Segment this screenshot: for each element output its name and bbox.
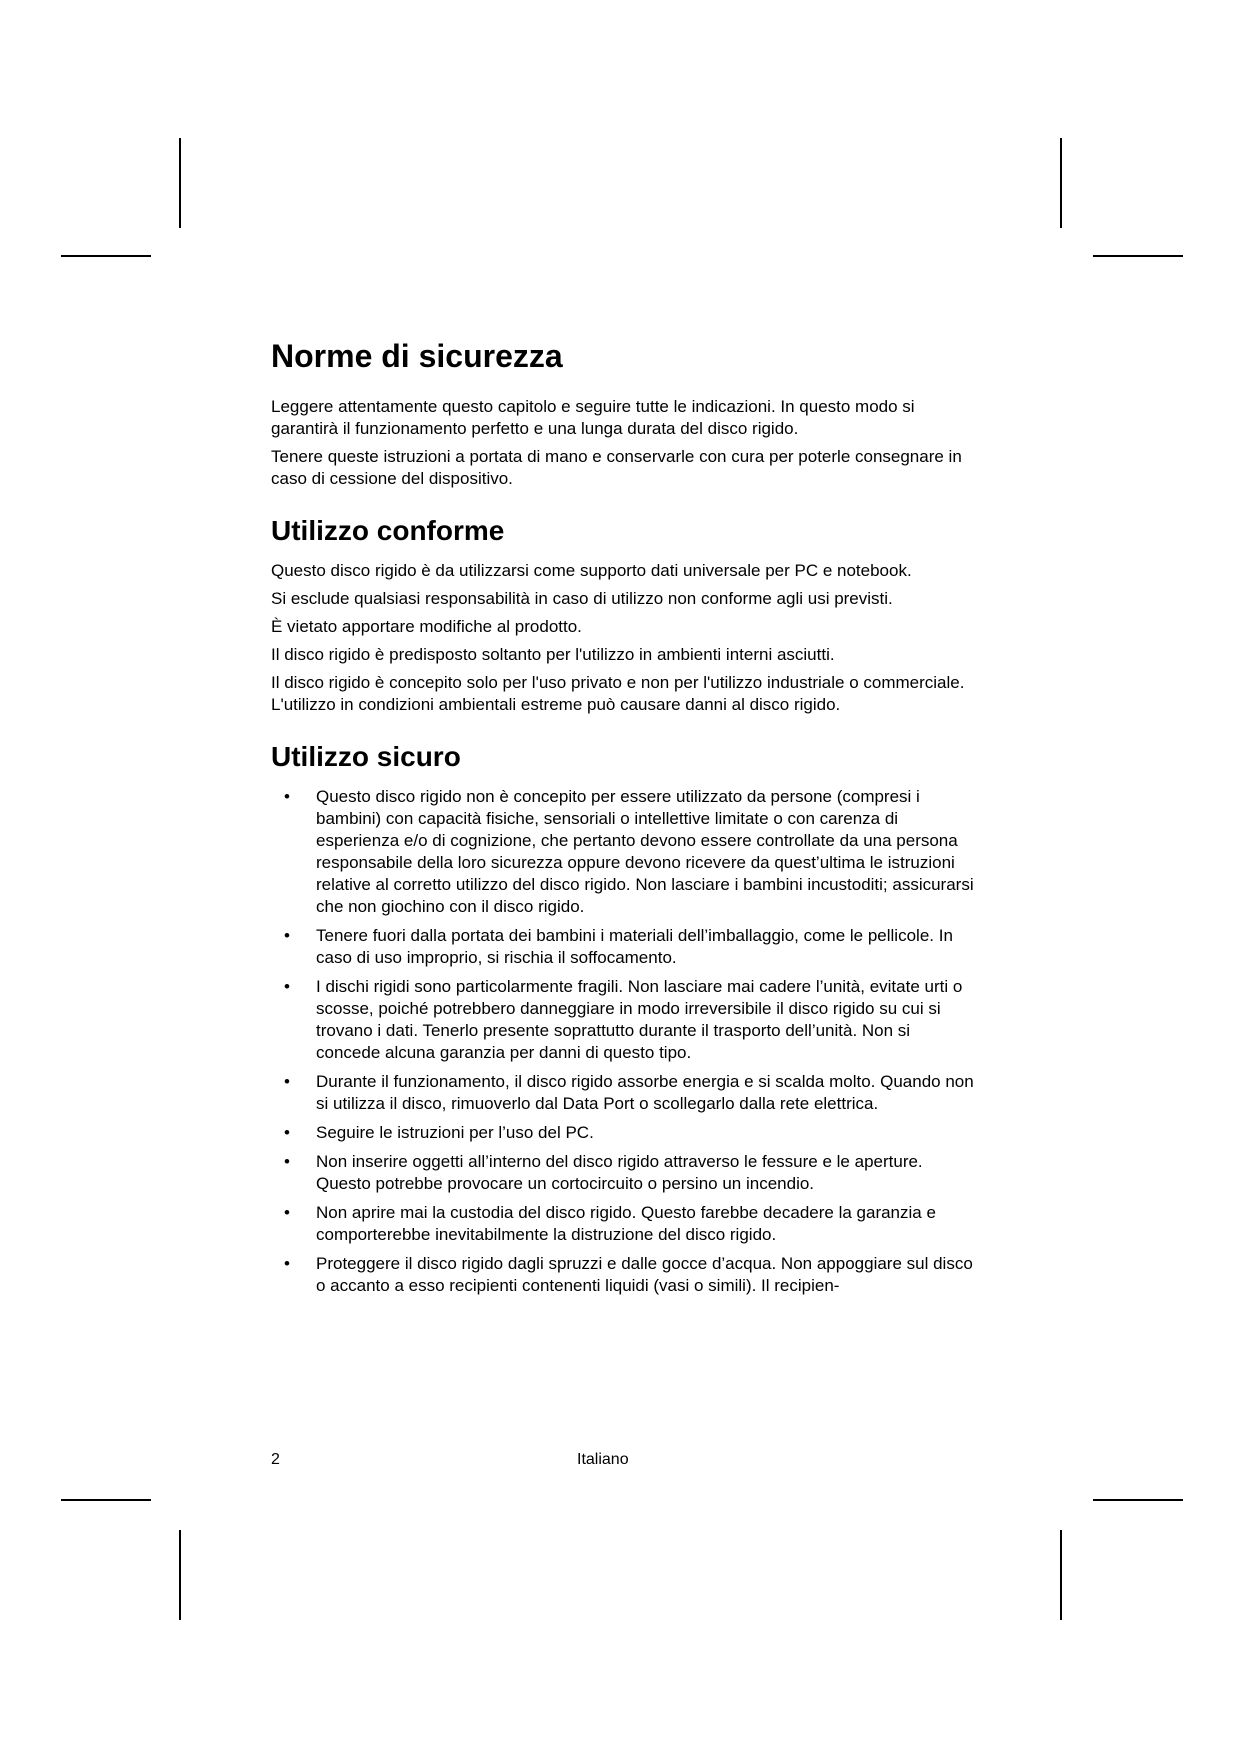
section-paragraph: Questo disco rigido è da utilizzarsi come supporto dati universale per PC e notebook. [271, 561, 912, 580]
list-item [271, 786, 978, 918]
bullet-icon: • [284, 1072, 290, 1091]
list-item [271, 1253, 978, 1297]
list-item [271, 925, 978, 969]
bullet-icon: • [284, 1123, 290, 1142]
crop-mark-bottom-left-horizontal [61, 1499, 151, 1501]
safety-list [271, 786, 978, 1297]
list-item-text: Non aprire mai la custodia del disco rigido. Questo farebbe decadere la garanzia e comporterebbe inevitabilmente la distruzione del disco rigido. [316, 1203, 936, 1244]
crop-mark-top-right-horizontal [1093, 255, 1183, 257]
list-item [271, 1122, 978, 1144]
section-paragraph: Il disco rigido è predisposto soltanto per l'utilizzo in ambienti interni asciutti. [271, 645, 835, 664]
section-paragraph: Si esclude qualsiasi responsabilità in caso di utilizzo non conforme agli usi previsti. [271, 589, 893, 608]
bullet-icon: • [284, 1254, 290, 1273]
list-item [271, 1071, 978, 1115]
crop-mark-top-left-vertical [179, 138, 181, 228]
page-content [271, 336, 978, 1304]
bullet-icon: • [284, 977, 290, 996]
list-item [271, 976, 978, 1064]
footer-language: Italiano [577, 1451, 629, 1468]
page-number: 2 [271, 1451, 280, 1468]
section-heading-utilizzo-sicuro: Utilizzo sicuro [271, 741, 461, 772]
list-item-text: I dischi rigidi sono particolarmente fragili. Non lasciare mai cadere l’unità, evitate urti o scosse, poiché potrebbero danneggiare in modo irreversibile il disco rigido su cui si trovano i dati. Tenerlo presente soprattutto durante il trasporto dell’unità. Non si concede alcuna garanzia per danni di questo tipo. [316, 977, 963, 1062]
section-heading-utilizzo-conforme: Utilizzo conforme [271, 515, 505, 546]
list-item-text: Durante il funzionamento, il disco rigido assorbe energia e si scalda molto. Quando non si utilizza il disco, rimuoverlo dal Data Port o scollegarlo dalla rete elettrica. [316, 1072, 974, 1113]
list-item-text: Questo disco rigido non è concepito per essere utilizzato da persone (compresi i bambini) con capacità fisiche, sensoriali o intellettive limitate o con carenza di esperienza e/o di cognizione, che pertanto devono essere controllate da una persona responsabile della loro sicurezza oppure devono ricevere da quest’ultima le istruzioni relative al corretto utilizzo del disco rigido. Non lasciare i bambini incustoditi; assicurarsi che non giochino con il disco rigido. [316, 787, 974, 916]
page-title: Norme di sicurezza [271, 338, 563, 374]
intro-paragraph: Leggere attentamente questo capitolo e seguire tutte le indicazioni. In questo modo si garantirà il funzionamento perfetto e una lunga durata del disco rigido. [271, 397, 915, 438]
bullet-icon: • [284, 1203, 290, 1222]
section-paragraph: Il disco rigido è concepito solo per l'uso privato e non per l'utilizzo industriale o commerciale. L'utilizzo in condizioni ambientali estreme può causare danni al disco rigido. [271, 673, 965, 714]
crop-mark-bottom-right-vertical [1060, 1530, 1062, 1620]
crop-mark-bottom-right-horizontal [1093, 1499, 1183, 1501]
list-item [271, 1202, 978, 1246]
section-paragraph: È vietato apportare modifiche al prodotto. [271, 617, 582, 636]
crop-mark-bottom-left-vertical [179, 1530, 181, 1620]
list-item-text: Tenere fuori dalla portata dei bambini i materiali dell’imballaggio, come le pellicole. In caso di uso improprio, si rischia il soffocamento. [316, 926, 953, 967]
list-item-text: Seguire le istruzioni per l’uso del PC. [316, 1123, 594, 1142]
bullet-icon: • [284, 787, 290, 806]
bullet-icon: • [284, 1152, 290, 1171]
crop-mark-top-left-horizontal [61, 255, 151, 257]
bullet-icon: • [284, 926, 290, 945]
list-item-text: Non inserire oggetti all’interno del disco rigido attraverso le fessure e le aperture. Questo potrebbe provocare un cortocircuito o persino un incendio. [316, 1152, 923, 1193]
intro-paragraph: Tenere queste istruzioni a portata di mano e conservarle con cura per poterle consegnare in caso di cessione del dispositivo. [271, 447, 962, 488]
list-item-text: Proteggere il disco rigido dagli spruzzi e dalle gocce d’acqua. Non appoggiare sul disco o accanto a esso recipienti contenenti liquidi (vasi o simili). Il recipien- [316, 1254, 973, 1295]
list-item [271, 1151, 978, 1195]
crop-mark-top-right-vertical [1060, 138, 1062, 228]
